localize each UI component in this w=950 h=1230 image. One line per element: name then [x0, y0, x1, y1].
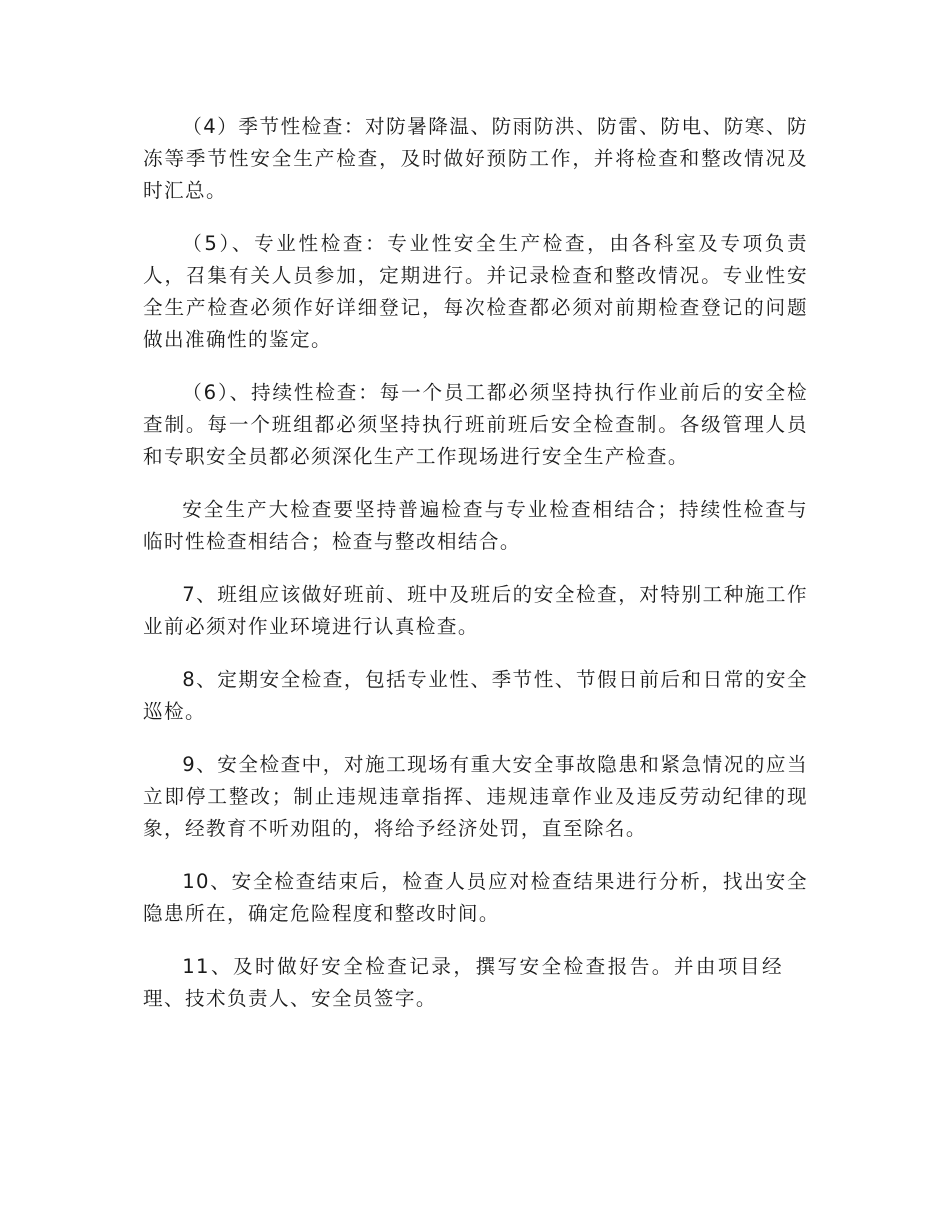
paragraph-item-7: 7、班组应该做好班前、班中及班后的安全检查，对特别工种施工作业前必须对作业环境进行认真检查。	[143, 583, 808, 638]
paragraph-continuous-inspection: （6）、持续性检查：每一个员工都必须坚持执行作业前后的安全检查制。每一个班组都必须坚持执行班前班后安全检查制。各级管理人员和专职安全员都必须深化生产工作现场进行安全生产检查。	[143, 381, 808, 468]
document-page	[143, 111, 808, 1036]
paragraph-item-11: 11、及时做好安全检查记录，撰写安全检查报告。并由项目经理、技术负责人、安全员签字。	[143, 955, 783, 1010]
paragraph-item-10: 10、安全检查结束后，检查人员应对检查结果进行分析，找出安全隐患所在，确定危险程度和整改时间。	[143, 870, 808, 925]
paragraph-seasonal-inspection: （4）季节性检查：对防暑降温、防雨防洪、防雷、防电、防寒、防冻等季节性安全生产检查，及时做好预防工作，并将检查和整改情况及时汇总。	[143, 115, 808, 202]
paragraph-professional-inspection: （5）、专业性检查：专业性安全生产检查，由各科室及专项负责人，召集有关人员参加，定期进行。并记录检查和整改情况。专业性安全生产检查必须作好详细登记，每次检查都必须对前期检查登记的问题做出准确性的鉴定。	[143, 232, 808, 351]
paragraph-inspection-principles: 安全生产大检查要坚持普遍检查与专业检查相结合；持续性检查与临时性检查相结合；检查与整改相结合。	[143, 498, 808, 553]
paragraph-item-9: 9、安全检查中，对施工现场有重大安全事故隐患和紧急情况的应当立即停工整改；制止违规违章指挥、违规违章作业及违反劳动纪律的现象，经教育不听劝阻的，将给予经济处罚，直至除名。	[143, 753, 808, 840]
paragraph-item-8: 8、定期安全检查，包括专业性、季节性、节假日前后和日常的安全巡检。	[143, 668, 808, 723]
